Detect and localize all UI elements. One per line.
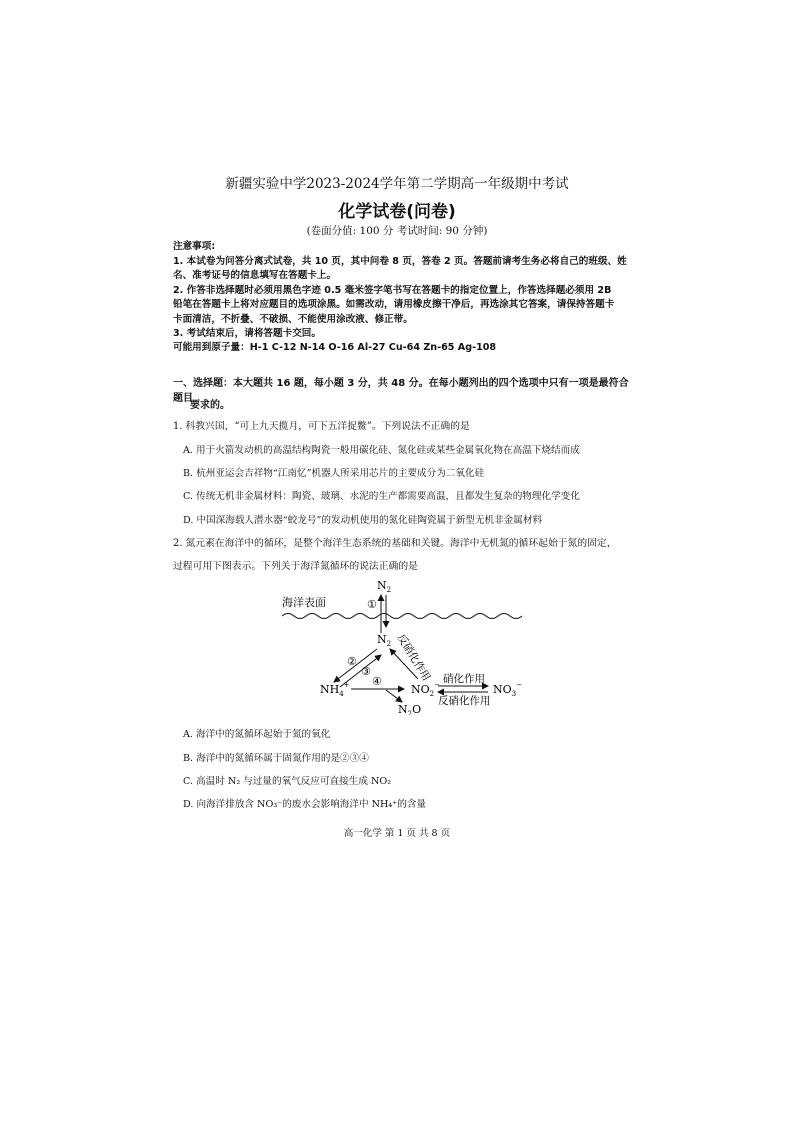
notice-item1-line1: 1. 本试卷为问答分离式试卷，共 10 页，其中问卷 8 页，答卷 2 页。答题前请考生务必将自己的班级、姓	[173, 256, 627, 267]
notice-item2-line1: 2. 作答非选择题时必须用黑色字迹 0.5 毫米签字笔书写在答题卡的指定位置上，作答选择题必须用 2B	[173, 285, 612, 296]
notice-item3: 3. 考试结束后，请将答题卡交回。	[173, 328, 321, 339]
q2-option-d: D. 向海洋排放含 NO₃⁻的废水会影响海洋中 NH₄⁺的含量	[183, 799, 427, 810]
section1-line2: 要求的。	[190, 400, 230, 411]
section1-line1: 一、选择题：本大题共 16 题，每小题 3 分，共 48 分。在每小题列出的四个选项中只有一项是最符合题目	[173, 378, 629, 404]
exam-title: 化学试卷(问卷)	[338, 202, 456, 222]
notice-item1-line2: 名、准考证号的信息填写在答题卡上。	[173, 270, 337, 281]
q1-option-c: C. 传统无机非金属材料：陶瓷、玻璃、水泥的生产都需要高温，且都发生复杂的物理化学变化	[183, 491, 580, 502]
page-footer: 高一化学 第 1 页 共 8 页	[343, 828, 451, 839]
exam-meta: (卷面分值: 100 分 考试时间: 90 分钟)	[306, 225, 488, 237]
q2-option-a: A. 海洋中的氮循环起始于氮的氧化	[183, 729, 331, 740]
nh4-label: $NH_4^+$	[320, 681, 350, 698]
notice-heading: 注意事项:	[173, 241, 216, 252]
notice-item2-line3: 卡面清洁，不折叠、不破损、不能使用涂改液、修正带。	[173, 314, 413, 325]
n2-top-label: $N_2$	[377, 579, 392, 594]
step3-marker: ③	[361, 665, 371, 678]
nitrogen-cycle-diagram	[0, 575, 794, 715]
q1-option-a: A. 用于火箭发动机的高温结构陶瓷一般用碳化硅、氮化硅或某些金属氧化物在高温下烧结而成	[183, 445, 580, 456]
q1-option-b: B. 杭州亚运会吉祥物“江南忆”机器人所采用芯片的主要成分为二氧化硅	[183, 468, 485, 479]
q1-option-d: D. 中国深海载人潜水器“蛟龙号”的发动机使用的氮化硅陶瓷属于新型无机非金属材料	[183, 515, 543, 526]
nitrification-label: 硝化作用	[443, 673, 485, 685]
q2-option-c: C. 高温时 N₂ 与过量的氧气反应可直接生成 NO₂	[183, 776, 392, 787]
q2-option-b: B. 海洋中的氮循环属于固氮作用的是②③④	[183, 753, 369, 764]
arrow-to-n2o	[386, 690, 402, 702]
denitrification-vertical-label: 反硝化作用	[394, 632, 433, 684]
n2o-label: $N_2O$	[398, 703, 422, 715]
atomic-mass-line: 可能用到原子量：H-1 C-12 N-14 O-16 Al-27 Cu-64 Zn-65 Ag-108	[173, 342, 497, 353]
sea-surface-label: 海洋表面	[282, 596, 326, 609]
step1-marker: ①	[367, 598, 377, 611]
notice-item2-line2: 铅笔在答题卡上将对应题目的选项涂黑。如需改动，请用橡皮擦干净后，再选涂其它答案，请保持答题卡	[173, 299, 615, 310]
no2-label: $NO_2^-$	[411, 681, 440, 698]
n2-mid-label: $N_2$	[377, 633, 392, 648]
step2-marker: ②	[347, 655, 357, 668]
step4-marker: ④	[372, 675, 382, 688]
no3-label: $NO_3^-$	[493, 681, 522, 698]
q2-stem-line1: 2. 氮元素在海洋中的循环，是整个海洋生态系统的基础和关键。海洋中无机氮的循环起始于氮的固定，	[173, 538, 617, 549]
sea-wave-line	[282, 614, 522, 619]
q2-stem-line2: 过程可用下图表示。下列关于海洋氮循环的说法正确的是	[173, 561, 418, 572]
q1-stem: 1. 科教兴国，“可上九天揽月，可下五洋捉鳖”。下列说法不正确的是	[173, 421, 470, 432]
denitrification-label: 反硝化作用	[438, 695, 491, 707]
school-title: 新疆实验中学2023-2024学年第二学期高一年级期中考试	[225, 176, 569, 192]
